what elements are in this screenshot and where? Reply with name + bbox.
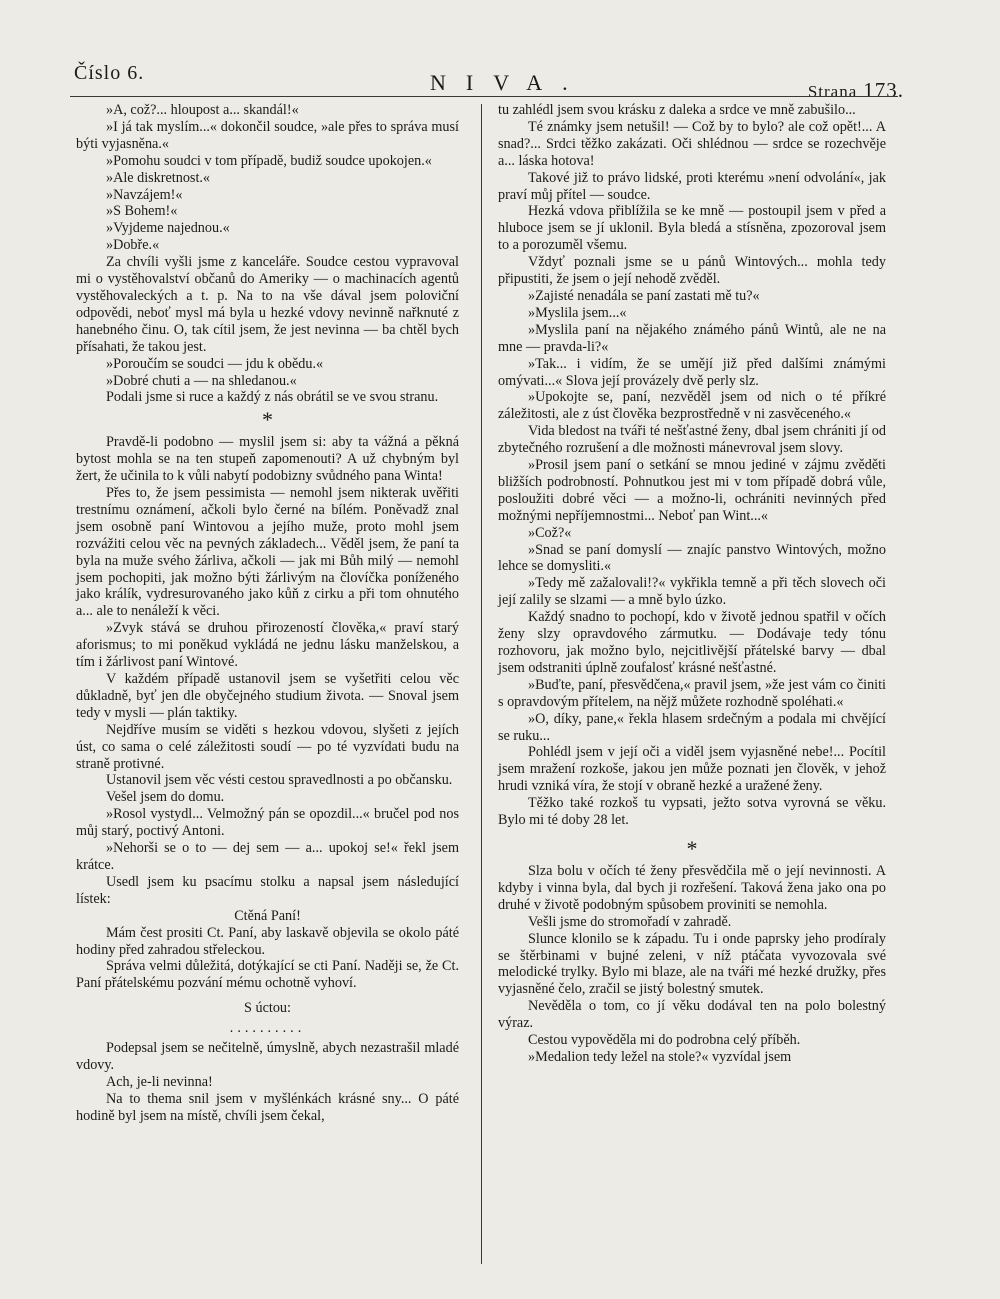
paragraph: »Myslila paní na nějakého známého pánů Wintů, ale ne na mne — pravda-li?« xyxy=(498,321,886,355)
paragraph: »Dobře.« xyxy=(106,237,160,254)
paragraph: »Rosol vystydl... Velmožný pán se opozdil...« bručel pod nos můj starý, poctivý Antoni. xyxy=(76,806,459,840)
paragraph: Podali jsme si ruce a každý z nás obrátil se ve svou stranu. xyxy=(106,389,439,406)
paragraph: »Snad se paní domyslí — znajíc panstvo Wintových, možno lehce se domysliti.« xyxy=(498,541,886,575)
paragraph: »Tedy mě zažalovali!?« vykřikla temně a při těch slovech oči její zalily se slzami — a mně bylo úzko. xyxy=(498,575,886,609)
paragraph: V každém případě ustanovil jsem se vyšetřiti celou věc důkladně, byť jen dle obyčejného studium života. — Snoval jsem tedy v mysli — plán taktiky. xyxy=(76,671,459,721)
paragraph: »Vyjdeme najednou.« xyxy=(106,220,230,237)
journal-title: NIVA. xyxy=(430,70,588,95)
paragraph: »I já tak myslím...« dokončil soudce, »ale přes to správa musí býti vyjasněna.« xyxy=(76,118,459,152)
paragraph: »Buďte, paní, přesvědčena,« pravil jsem, »že jest vám co činiti s opravdovým přítelem, na nějž můžete rozhodně spoléhati.« xyxy=(498,676,886,710)
section-separator: * xyxy=(262,407,273,433)
paragraph: Té známky jsem netušil! — Což by to bylo? ale což opět!... A snad?... Srdci těžko zakázati. Oči shlédnou — srdce se rozechvěje a... láska hotova! xyxy=(498,118,886,169)
paragraph: »Poroučím se soudci — jdu k obědu.« xyxy=(106,355,324,372)
paragraph: Vešli jsme do stromořadí v zahradě. xyxy=(528,913,732,930)
page-number: 173. xyxy=(863,78,904,102)
paragraph: »Myslila jsem...« xyxy=(528,304,627,321)
paragraph: Cestou vypověděla mi do podrobna celý příběh. xyxy=(528,1032,801,1049)
paragraph: Vždyť poznali jsme se u pánů Wintových... mohla tedy připustiti, že jsem o její nehodě zvěděl. xyxy=(498,254,886,288)
paragraph: Správa velmi důležitá, dotýkající se cti Paní. Naději se, že Ct. Paní přátelskému pozvání mému ochotně vyhoví. xyxy=(76,958,459,992)
paragraph: Ustanovil jsem věc vésti cestou spravedlnosti a po občansku. xyxy=(106,772,453,789)
paragraph: Ach, je-li nevinna! xyxy=(106,1073,213,1090)
paragraph: .......... xyxy=(229,1020,306,1037)
paragraph: Usedl jsem ku psacímu stolku a napsal jsem následující lístek: xyxy=(76,873,459,907)
paragraph: »Ale diskretnost.« xyxy=(106,169,211,186)
page-label: Strana xyxy=(807,82,858,101)
paragraph: »Tak... i vidím, že se umějí již před dalšími známými omývati...« Slova její provázely dvě perly slz. xyxy=(498,355,886,389)
paragraph: Těžko také rozkoš tu vypsati, ježto sotva vyrovná se věku. Bylo mi té doby 28 let. xyxy=(498,795,886,829)
paragraph: »S Bohem!« xyxy=(106,203,178,220)
section-separator: * xyxy=(686,835,698,861)
paragraph: »A, což?... hloupost a... skandál!« xyxy=(106,102,299,118)
page-header xyxy=(74,62,904,102)
paragraph: Ctěná Paní! xyxy=(234,907,301,924)
paragraph: Takové již to právo lidské, proti kterému »není odvolání«, jak praví můj přítel — soudce. xyxy=(498,169,886,203)
paragraph: Vida bledost na tváři té nešťastné ženy, dbal jsem chrániti jí od zbytečného rozrušení a dle možnosti mánevroval jsem slovy. xyxy=(498,423,886,457)
paragraph: Hezká vdova přiblížila se ke mně — postoupil jsem v před a hluboce jsem se jí uklonil. Byla bledá a stísněna, zpozoroval jsem to a porozuměl všemu. xyxy=(498,203,886,254)
paragraph: »Dobré chuti a — na shledanou.« xyxy=(106,372,297,389)
paragraph: Každý snadno to pochopí, kdo v životě jednou spatřil v očích ženy slzy opravdového zármutku. — Dodávaje tedy tónu rozhovoru, jak možno bylo, nejcitlivější přátelské barvy — dbal jsem odstraniti úplně zoufalosť krásné nešťastné. xyxy=(498,609,886,676)
paragraph: Nejdříve musím se viděti s hezkou vdovou, slyšeti z jejích úst, co sama o celé záležitosti soudí — po té vyzvídati budu na straně protivné. xyxy=(76,721,459,772)
paragraph: Za chvíli vyšli jsme z kanceláře. Soudce cestou vypravoval mi o vystěhovalství občanů do Ameriky — o machinacích agentů vystěhovaleckých a t. p. Na to na vše dával jsem poloviční odpovědi, neboť mysl má byla u hezké vdovy nevinně nařknuté z hanebného činu. O, tak cítil jsem, že jest nevinna — ba chtěl bych přísahati, že takou jest. xyxy=(76,254,459,355)
paragraph: Pravdě-li podobno — myslil jsem si: aby ta vážná a pěkná bytost mohla se na ten stupeň zapomenouti? A už chybným byl žert, že učinila to k vůli nabytí podobizny svůdného pana Winta! xyxy=(76,434,459,485)
header-rule xyxy=(70,96,898,97)
paragraph: tu zahlédl jsem svou krásku z daleka a srdce ve mně zabušilo... xyxy=(498,102,856,118)
paragraph: Nevěděla o tom, co jí věku dodával ten na polo bolestný výraz. xyxy=(498,998,886,1032)
paragraph: »Nehorši se o to — dej sem — a... upokoj se!« řekl jsem krátce. xyxy=(76,840,459,873)
paragraph: »Což?« xyxy=(528,524,572,541)
column-divider xyxy=(481,104,482,1264)
paragraph: »Prosil jsem paní o setkání se mnou jediné v zájmu zvěděti bližších podrobností. Pohnutkou jest mi v tom případě dobrá vůle, posloužiti dobré věci — a možno-li, ochrániti nevinných před možnými nepříjemnostmi... Neboť pan Wint...« xyxy=(498,457,886,524)
left-column xyxy=(76,102,459,1125)
right-column xyxy=(498,102,886,1066)
page-number-label xyxy=(808,78,904,103)
paragraph: Mám čest prositi Ct. Paní, aby laskavě objevila se okolo páté hodiny před zahradou střeleckou. xyxy=(76,924,459,958)
paragraph: Přes to, že jsem pessimista — nemohl jsem nikterak uvěřiti trestnímu oznámení, ačkoli bylo černé na bílém. Poněvadž znal jsem osobně paní Wintovou a jejího muže, proto mohl jsem rozvážiti celou věc na pevných základech... Věděl jsem, že paní ta byla na muže svého žárliva, ačkoli — jak mi Bůh milý — nemohl jsem pochopiti, jak možno býti žárlivým na človíčka poníženého jako králík, vydresurovaného jako kůň z cirku a při tom ohnutého a... ale to nenáleží k věci. xyxy=(76,485,459,620)
paragraph: »Zvyk stává se druhou přirozeností člověka,« praví starý aforismus; to mi poněkud vykládá ne jednu lásku manželskou, a tím i žárlivost paní Wintové. xyxy=(76,620,459,671)
paragraph: Slunce klonilo se k západu. Tu i onde paprsky jeho prodíraly se štěrbinami v bujné zeleni, v níž ptáčata vyvozovala své melodické trylky. Bylo mi blaze, ale na tváři mé hezké družky, přes vyjasněné čelo, zračil se jistý bolestný smutek. xyxy=(498,930,886,998)
paragraph: »Navzájem!« xyxy=(106,186,183,203)
paragraph: Pohlédl jsem v její oči a viděl jsem vyjasněné nebe!... Pocítil jsem mražení rozkoše, jakou jen může poznati jen člověk, v jehož hrudi vzniká víra, že stojí v obraně hezké a uražené ženy. xyxy=(498,744,886,795)
paragraph: Podepsal jsem se nečitelně, úmyslně, abych nezastrašil mladé vdovy. xyxy=(76,1040,459,1073)
paragraph: »O, díky, pane,« řekla hlasem srdečným a podala mi chvějící se ruku... xyxy=(498,710,886,744)
paragraph: Vešel jsem do domu. xyxy=(106,789,225,806)
paragraph: »Medalion tedy ležel na stole?« vyzvídal jsem xyxy=(528,1048,792,1065)
paragraph: »Upokojte se, paní, nezvěděl jsem od nich o té příkré záležitosti, ale z úst člověka bezprostředně v ni zasvěceného.« xyxy=(498,389,886,423)
paragraph: »Pomohu soudci v tom případě, budiž soudce upokojen.« xyxy=(106,152,432,169)
issue-number: Číslo 6. xyxy=(74,62,145,84)
paragraph: Na to thema snil jsem v myšlénkách krásné sny... O páté hodině byl jsem na místě, chvíli jsem čekal, xyxy=(76,1090,459,1124)
paragraph: »Zajisté nenadála se paní zastati mě tu?« xyxy=(528,287,760,304)
paragraph: Slza bolu v očích té ženy přesvědčila mě o její nevinnosti. A kdyby i vinna byla, dal bych ji rozřešení. Taková žena jako ona po druhé v životě podobným spůsobem proviniti se nemohla. xyxy=(498,862,886,913)
paragraph: S úctou: xyxy=(244,1000,291,1017)
